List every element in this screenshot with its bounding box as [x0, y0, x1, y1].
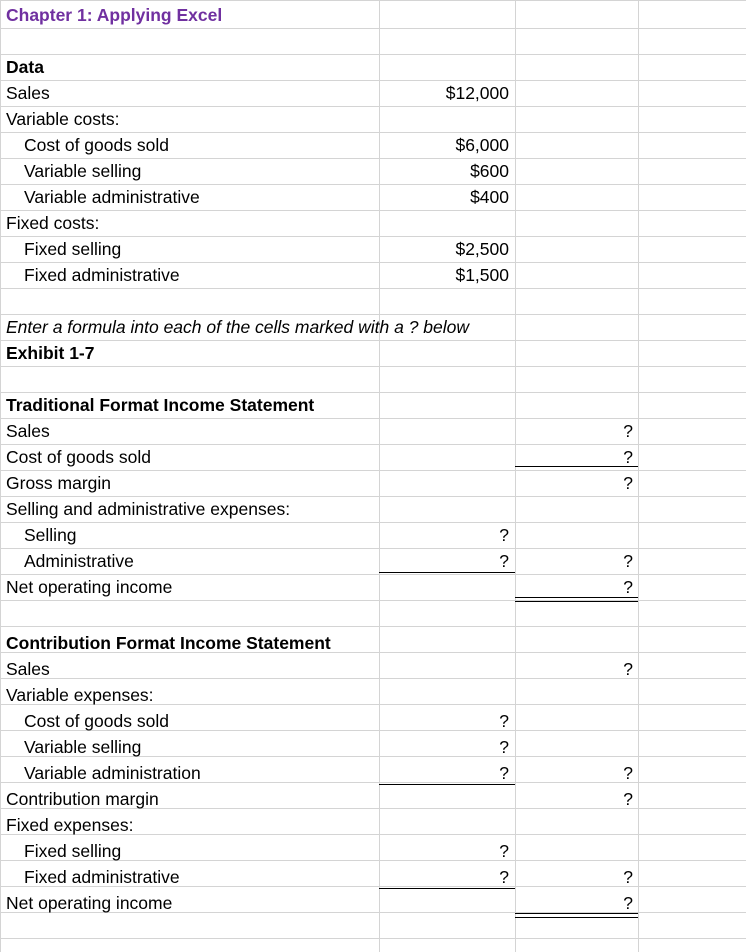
trad-sales-formula-cell[interactable]: ?: [623, 421, 633, 441]
row-gridline: [0, 626, 746, 627]
trad-admin-label[interactable]: Administrative: [24, 551, 134, 571]
data-var-admin-label[interactable]: Variable administrative: [24, 187, 200, 207]
fixed-costs-label[interactable]: Fixed costs:: [6, 213, 100, 233]
contrib-noi-label[interactable]: Net operating income: [6, 893, 173, 913]
data-var-admin-value[interactable]: $400: [470, 187, 509, 207]
data-sales-value[interactable]: $12,000: [445, 83, 509, 103]
row-gridline: [0, 938, 746, 939]
column-gridline: [638, 0, 639, 952]
trad-admin-bottom-border: [379, 572, 515, 573]
contribution-heading[interactable]: Contribution Format Income Statement: [6, 633, 331, 653]
contrib-fixed-bottom-border: [379, 888, 515, 889]
contrib-sales-formula-cell[interactable]: ?: [623, 659, 633, 679]
trad-total-sga-formula-cell[interactable]: ?: [623, 551, 633, 571]
trad-sales-label[interactable]: Sales: [6, 421, 50, 441]
data-fixed-admin-label[interactable]: Fixed administrative: [24, 265, 180, 285]
contrib-sales-label[interactable]: Sales: [6, 659, 50, 679]
row-gridline: [0, 210, 746, 211]
row-gridline: [0, 0, 746, 1]
contrib-var-selling-label[interactable]: Variable selling: [24, 737, 142, 757]
traditional-heading[interactable]: Traditional Format Income Statement: [6, 395, 315, 415]
data-fixed-selling-label[interactable]: Fixed selling: [24, 239, 122, 259]
data-heading[interactable]: Data: [6, 57, 44, 77]
instruction-text[interactable]: Enter a formula into each of the cells marked with a ? below: [6, 317, 470, 337]
data-cogs-label[interactable]: Cost of goods sold: [24, 135, 169, 155]
contrib-cogs-formula-cell[interactable]: ?: [499, 711, 509, 731]
trad-admin-formula-cell[interactable]: ?: [499, 551, 509, 571]
row-gridline: [0, 288, 746, 289]
data-fixed-admin-value[interactable]: $1,500: [455, 265, 509, 285]
contrib-cm-label[interactable]: Contribution margin: [6, 789, 159, 809]
contrib-cm-formula-cell[interactable]: ?: [623, 789, 633, 809]
contrib-var-bottom-border: [379, 784, 515, 785]
data-var-selling-label[interactable]: Variable selling: [24, 161, 142, 181]
column-gridline: [0, 0, 1, 952]
contrib-total-var-formula-cell[interactable]: ?: [623, 763, 633, 783]
data-fixed-selling-value[interactable]: $2,500: [455, 239, 509, 259]
contrib-noi-double-border: [515, 913, 638, 918]
contrib-var-selling-formula-cell[interactable]: ?: [499, 737, 509, 757]
trad-sga-label[interactable]: Selling and administrative expenses:: [6, 499, 291, 519]
trad-selling-formula-cell[interactable]: ?: [499, 525, 509, 545]
contrib-fixed-admin-formula-cell[interactable]: ?: [499, 867, 509, 887]
contrib-fixed-selling-formula-cell[interactable]: ?: [499, 841, 509, 861]
trad-noi-double-border: [515, 597, 638, 602]
data-sales-label[interactable]: Sales: [6, 83, 50, 103]
contrib-var-admin-label[interactable]: Variable administration: [24, 763, 201, 783]
trad-noi-label[interactable]: Net operating income: [6, 577, 173, 597]
trad-gross-margin-label[interactable]: Gross margin: [6, 473, 112, 493]
contrib-var-exp-label[interactable]: Variable expenses:: [6, 685, 154, 705]
contrib-fixed-admin-label[interactable]: Fixed administrative: [24, 867, 180, 887]
row-gridline: [0, 366, 746, 367]
variable-costs-label[interactable]: Variable costs:: [6, 109, 120, 129]
contrib-cogs-label[interactable]: Cost of goods sold: [24, 711, 169, 731]
data-cogs-value[interactable]: $6,000: [455, 135, 509, 155]
trad-noi-formula-cell[interactable]: ?: [623, 577, 633, 597]
row-gridline: [0, 28, 746, 29]
row-gridline: [0, 80, 746, 81]
trad-cogs-label[interactable]: Cost of goods sold: [6, 447, 151, 467]
trad-gross-margin-formula-cell[interactable]: ?: [623, 473, 633, 493]
trad-selling-label[interactable]: Selling: [24, 525, 77, 545]
contrib-fixed-exp-label[interactable]: Fixed expenses:: [6, 815, 134, 835]
trad-cogs-formula-cell[interactable]: ?: [623, 447, 633, 467]
row-gridline: [0, 340, 746, 341]
trad-cogs-bottom-border: [515, 466, 638, 467]
row-gridline: [0, 522, 746, 523]
exhibit-label[interactable]: Exhibit 1-7: [6, 343, 95, 363]
row-gridline: [0, 54, 746, 55]
data-var-selling-value[interactable]: $600: [470, 161, 509, 181]
contrib-noi-formula-cell[interactable]: ?: [623, 893, 633, 913]
contrib-total-fixed-formula-cell[interactable]: ?: [623, 867, 633, 887]
contrib-var-admin-formula-cell[interactable]: ?: [499, 763, 509, 783]
sheet-title[interactable]: Chapter 1: Applying Excel: [6, 5, 223, 25]
contrib-fixed-selling-label[interactable]: Fixed selling: [24, 841, 122, 861]
